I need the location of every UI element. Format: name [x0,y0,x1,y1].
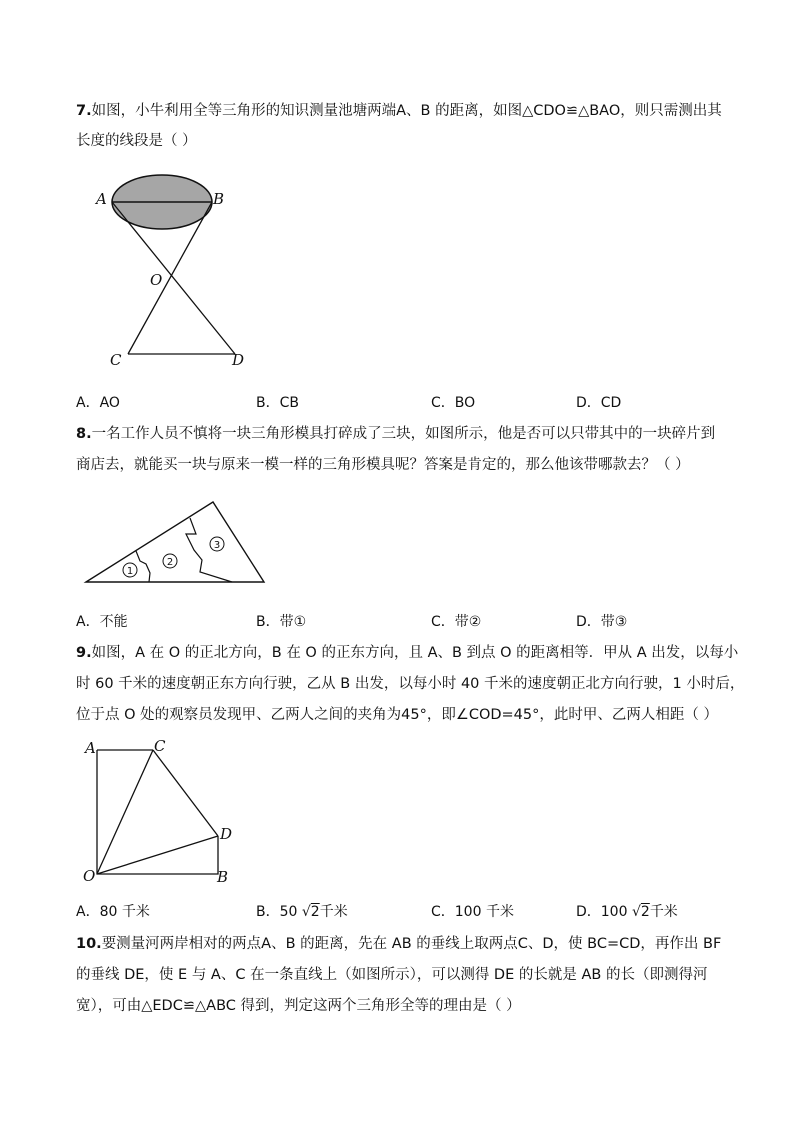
q8-option-b: B．带① [256,614,307,630]
q9-label-o: O [83,867,96,885]
q8-crack-2 [186,518,232,582]
q9-number: 9. [76,645,92,661]
q8-line1 [76,424,715,444]
q8-figure [82,494,272,588]
q8-option-a: A．不能 [76,614,128,630]
q10-text: 要测量河两岸相对的两点A、B 的距离，先在 AB 的垂线上取两点C、D，使 BC=CD，再作出 BF [101,936,722,952]
q8-option-d: D．带③ [576,614,628,630]
q8-triangle [86,502,264,582]
q9-figure [80,738,245,890]
q9-option-c: C．100 千米 [431,904,514,920]
svg-text:1: 1 [126,566,134,577]
q9-segment-od [97,836,218,874]
q9-segment-cd [153,750,218,836]
q7-option-a: A．AO [76,395,120,411]
q7-label-b: B [213,190,225,208]
q9-line3: 位于点 O 处的观察员发现甲、乙两人之间的夹角为45°，即∠COD=45°，此时甲、乙两人相距（ ） [76,707,718,723]
q7-number: 7. [76,103,92,119]
q9-label-c: C [154,738,166,755]
q8-crack-1 [136,551,150,582]
q8-text: 一名工作人员不慎将一块三角形模具打碎成了三块，如图所示，他是否可以只带其中的一块碎片到 [91,426,716,442]
q9-text: 如图，A 在 O 的正北方向，B 在 O 的正东方向，且 A、B 到点 O 的距离相等．甲从 A 出发，以每小 [91,645,739,661]
q8-line2: 商店去，就能买一块与原来一模一样的三角形模具呢？答案是肯定的，那么他该带哪款去？（ ） [76,457,690,473]
q9-label-d: D [220,825,233,843]
q7-text: 如图，小牛利用全等三角形的知识测量池塘两端A、B 的距离，如图△CDO≌△BAO，则只需测出其 [91,103,722,119]
q7-label-a: A [96,190,107,208]
q9-option-d: D．100 √2千米 [576,904,678,920]
q8-option-c: C．带② [431,614,482,630]
q7-label-c: C [110,351,122,369]
q7-option-c: C．BO [431,395,476,411]
q7-line2: 长度的线段是（ ） [76,133,197,149]
q10-line1 [76,934,721,954]
q9-option-b: B．50 √2千米 [256,904,348,920]
q7-line1 [76,101,722,121]
q9-label-a: A [85,739,96,757]
svg-text:2: 2 [166,557,174,568]
q9-line1 [76,643,738,663]
q7-option-d: D．CD [576,395,622,411]
svg-text:3: 3 [213,540,221,551]
q7-label-o: O [150,271,163,289]
q9-label-b: B [217,868,229,886]
q10-line2: 的垂线 DE，使 E 与 A、C 在一条直线上（如图所示），可以测得 DE 的长就是 AB 的长（即测得河 [76,967,708,983]
q9-segment-oc [97,750,153,874]
q10-number: 10. [76,936,102,952]
q8-number: 8. [76,426,92,442]
q10-line3: 宽），可由△EDC≌△ABC 得到，判定这两个三角形全等的理由是（ ） [76,998,521,1014]
q9-line2: 时 60 千米的速度朝正东方向行驶，乙从 B 出发，以每小时 40 千米的速度朝正北方向行驶，1 小时后， [76,676,745,692]
q7-figure [90,170,260,375]
q9-option-a: A．80 千米 [76,904,150,920]
q7-label-d: D [232,351,245,369]
q7-option-b: B．CB [256,395,299,411]
